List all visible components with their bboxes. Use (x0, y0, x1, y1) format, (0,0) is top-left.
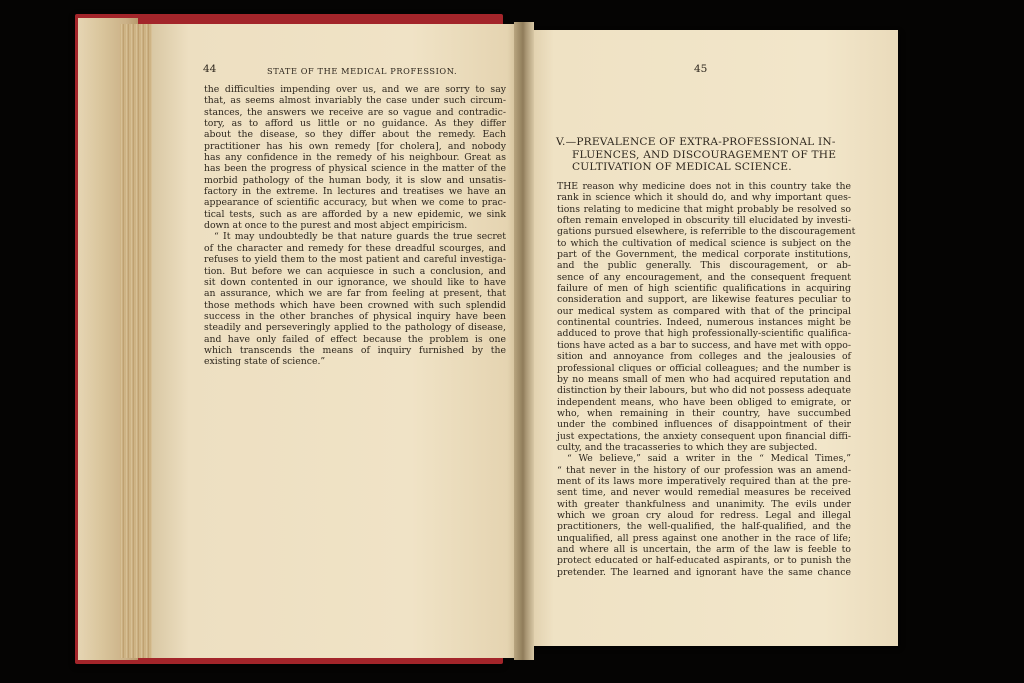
text-line: pretender. The learned and ignorant have the same chance (557, 566, 851, 578)
right-page-body (557, 181, 856, 578)
text-line: sition and annoyance from colleges and the jealousies of (557, 351, 851, 363)
text-line: by no means small of men who had acquired reputation and (557, 373, 851, 385)
text-line: who, when remaining in their country, have succumbed (557, 407, 851, 419)
text-line: tions have acted as a bar to success, and have met with oppo- (557, 339, 851, 351)
text-line: that, as seems almost invariably the case under such circum- (204, 95, 506, 107)
text-line: sence of any encouragement, and the consequent frequent (557, 271, 851, 283)
section-title-line: V.—PREVALENCE OF EXTRA-PROFESSIONAL IN- (556, 136, 836, 148)
section-title-line: CULTIVATION OF MEDICAL SCIENCE. (572, 161, 792, 174)
text-line: tory, as to afford us little or no guidance. As they differ (204, 118, 506, 130)
text-line: has any confidence in the remedy of his neighbour. Great as (204, 152, 506, 164)
text-line: practitioners, the well-qualified, the half-qualified, and the (557, 521, 851, 533)
text-line: factory in the extreme. In lectures and treatises we have an (204, 186, 506, 198)
text-line: tical tests, such as are afforded by a new epidemic, we sink (204, 208, 506, 220)
text-line: and have only failed of effect because the problem is one (204, 333, 506, 345)
book-gutter (514, 22, 534, 660)
text-line: culty, and the tracasseries to which they are subjected. (557, 441, 818, 453)
text-line: consideration and support, are likewise features peculiar to (557, 294, 851, 306)
text-line: about the disease, so they differ about the remedy. Each (204, 129, 506, 141)
section-title-line: FLUENCES, AND DISCOURAGEMENT OF THE (572, 148, 837, 161)
text-line: practitioner has his own remedy [for cholera], and nobody (204, 140, 506, 152)
text-line: part of the Government, the medical corporate institutions, (557, 249, 851, 261)
text-line: and the public generally. This discouragement, or ab- (557, 260, 851, 272)
text-line: existing state of science.” (204, 356, 326, 368)
text-line: “ that never in the history of our profession was an amend- (557, 464, 851, 476)
text-line: under the combined influences of disappointment of their (557, 419, 851, 431)
text-line: our medical system as compared with that of the principal (557, 305, 851, 317)
page-edges (120, 24, 156, 658)
text-line: independent means, who have been obliged to emigrate, or (557, 396, 851, 408)
text-line: which we groan cry aloud for redress. Legal and illegal (557, 509, 851, 521)
text-line: protect educated or half-educated aspirants, or to punish the (557, 555, 851, 567)
text-line: adduced to prove that high professionally-scientific qualifica- (557, 328, 851, 340)
text-line: unqualified, all press against one another in the race of life; (557, 532, 851, 544)
text-line: professional cliques or official colleagues; and the number is (557, 362, 851, 374)
right-page-number: 45 (694, 63, 708, 75)
text-line: morbid pathology of the human body, it is slow and unsatis- (204, 174, 506, 186)
text-line: those methods which have been crowned with such splendid (204, 299, 506, 311)
text-line: the difficulties impending over us, and we are sorry to say (204, 84, 506, 95)
section-title (556, 136, 852, 174)
text-line: with greater thankfulness and unanimity. The evils under (557, 498, 851, 510)
text-line: to which the cultivation of medical science is subject on the (557, 237, 851, 249)
text-line: has been the progress of physical science in the matter of the (204, 163, 506, 175)
text-line: stances, the answers we receive are so vague and contradic- (204, 106, 506, 118)
text-line: “ We believe,” said a writer in the “ Medical Times,” (567, 453, 851, 465)
text-line: tions relating to medicine that might probably be resolved so (557, 203, 851, 215)
text-line: success in the other branches of physical inquiry have been (204, 310, 506, 322)
text-line: often remain enveloped in obscurity till elucidated by investi- (557, 215, 851, 227)
text-line: appearance of scientific accuracy, but when we come to prac- (204, 197, 506, 209)
text-line: failure of men of high scientific qualifications in acquiring (557, 283, 851, 295)
text-line: which transcends the means of inquiry furnished by the (204, 344, 506, 356)
text-line: of the character and remedy for these dreadful scourges, and (204, 242, 506, 254)
text-line: sit down contented in our ignorance, we should like to have (204, 276, 506, 288)
text-line: sent time, and never would remedial measures be received (557, 487, 851, 499)
text-line: down at once to the purest and most abject empiricism. (204, 220, 468, 232)
text-line: THE reason why medicine does not in this country take the (557, 181, 851, 192)
text-line: ment of its laws more imperatively required than at the pre- (557, 475, 851, 487)
text-line: distinction by their labours, but who did not possess adequate (557, 385, 851, 397)
left-page-body (204, 84, 506, 368)
text-line: steadily and perseveringly applied to the pathology of disease, (204, 322, 506, 334)
text-line: rank in science which it should do, and why important ques- (557, 192, 851, 204)
text-line: and where all is uncertain, the arm of the law is feeble to (557, 544, 851, 555)
text-line: an assurance, which we are far from feeling at present, that (204, 288, 506, 300)
text-line: continental countries. Indeed, numerous instances might be (557, 317, 851, 329)
text-line: just expectations, the anxiety consequent upon financial diffi- (557, 430, 851, 442)
text-line: “ It may undoubtedly be that nature guards the true secret (214, 231, 506, 243)
running-head: STATE OF THE MEDICAL PROFESSION. (267, 66, 458, 76)
left-page-number: 44 (203, 63, 217, 75)
text-line: tion. But before we can acquiesce in such a conclusion, and (204, 265, 506, 277)
text-line: gations pursued elsewhere, is referrible to the discouragement (557, 226, 856, 238)
text-line: refuses to yield them to the most patient and careful investiga- (204, 254, 506, 266)
